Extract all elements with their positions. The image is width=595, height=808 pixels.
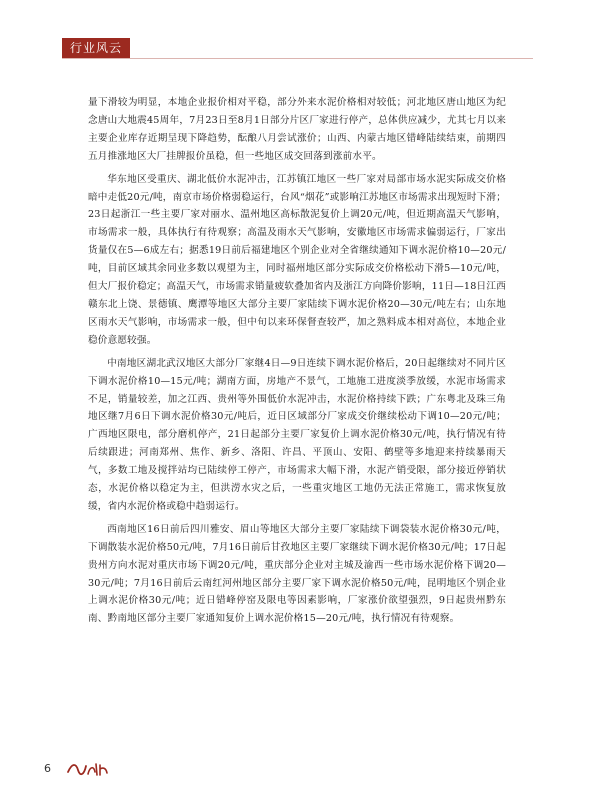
paragraph-east-china: 华东地区受重庆、湖北低价水泥冲击，江苏镇江地区一些厂家对局部市场水泥实际成交价格暗中走低20元/吨，南京市场价格弱稳运行，台风“烟花”或影响江苏地区市场需求出现短时下滑；23日起浙江一些主要厂家对丽水、温州地区高标散泥复价上调20元/吨，但近期高温天气影响，市场需求一般，具体执行有待观察；高温及雨水天气影响，安徽地区市场需求偏弱运行，厂家出货量仅在5—6成左右；据悉19日前后福建地区个别企业对全省继续通知下调水泥价格10—20元/吨，目前区域其余同业多数以观望为主，同时福州地区部分实际成交价格松动下滑5—10元/吨，但大厂报价稳定；高温天气，市场需求销量疲软叠加省内及浙江方向降价影响，11日—18日江西赣东北上饶、景德镇、鹰潭等地区大部分主要厂家陆续下调水泥价格20—30元/吨左右；山东地区雨水天气影响，市场需求一般，但中旬以来环保督查较严，加之熟料成本相对高位，本地企业稳价意愿较强。 <box>88 173 506 346</box>
paragraph-north: 量下滑较为明显，本地企业报价相对平稳，部分外来水泥价格相对较低；河北地区唐山地区为纪念唐山大地震45周年，7月23日至8月1日部分片区厂家进行停产，总体供应减少，尤其七月以来主要企业库存近期呈现下降趋势，酝酿八月尝试涨价；山西、内蒙古地区错峰陆续结束，前期四五月推涨地区大厂挂牌报价虽稳，但一些地区成交回落到涨前水平。 <box>88 97 506 162</box>
article-body <box>88 94 506 628</box>
brand-logo <box>66 760 110 778</box>
paragraph-southwest: 西南地区16日前后四川雅安、眉山等地区大部分主要厂家陆续下调袋装水泥价格30元/吨，下调散装水泥价格50元/吨，7月16日前后甘孜地区主要厂家继续下调水泥价格30元/吨；17日起贵州方向水泥对重庆市场下调20元/吨，重庆部分企业对主城及渝西一些市场水泥价格下调20—30元/吨；7月16日前后云南红河州地区部分主要厂家下调水泥价格50元/吨，昆明地区个别企业上调水泥价格30元/吨；近日错峰停窑及限电等因素影响，厂家涨价欲望强烈，9日起贵州黔东南、黔南地区部分主要厂家通知复价上调水泥价格15—20元/吨，执行情况有待观察。 <box>88 523 506 625</box>
section-tag: 行业风云 <box>62 38 130 58</box>
header-rule <box>62 58 533 59</box>
paragraph-central-south: 中南地区湖北武汉地区大部分厂家继4日—9日连续下调水泥价格后，20日起继续对不同片区下调水泥价格10—15元/吨；湖南方面，房地产不景气，工地施工进度淡季放缓，水泥市场需求不足，销量较差，加之江西、贵州等外围低价水泥冲击，水泥价格持续下跌；广东粤北及珠三角地区继7月6日下调水泥价格30元/吨后，近日区域部分厂家成交价继续松动下调10—20元/吨；广西地区限电，部分磨机停产，21日起部分主要厂家复价上调水泥价格30元/吨，执行情况有待后续跟进；河南郑州、焦作、新乡、洛阳、许昌、平顶山、安阳、鹤壁等多地迎来持续暴雨天气，多数工地及搅拌站均已陆续停工停产，市场需求大幅下滑，水泥产销受限，部分接近停销状态，水泥价格以稳定为主，但洪涝水灾之后，一些重灾地区工地仍无法正常施工，需求恢复放缓，省内水泥价格或稳中趋弱运行。 <box>88 357 506 512</box>
page-number: 6 <box>44 762 51 775</box>
page-footer <box>44 760 551 780</box>
